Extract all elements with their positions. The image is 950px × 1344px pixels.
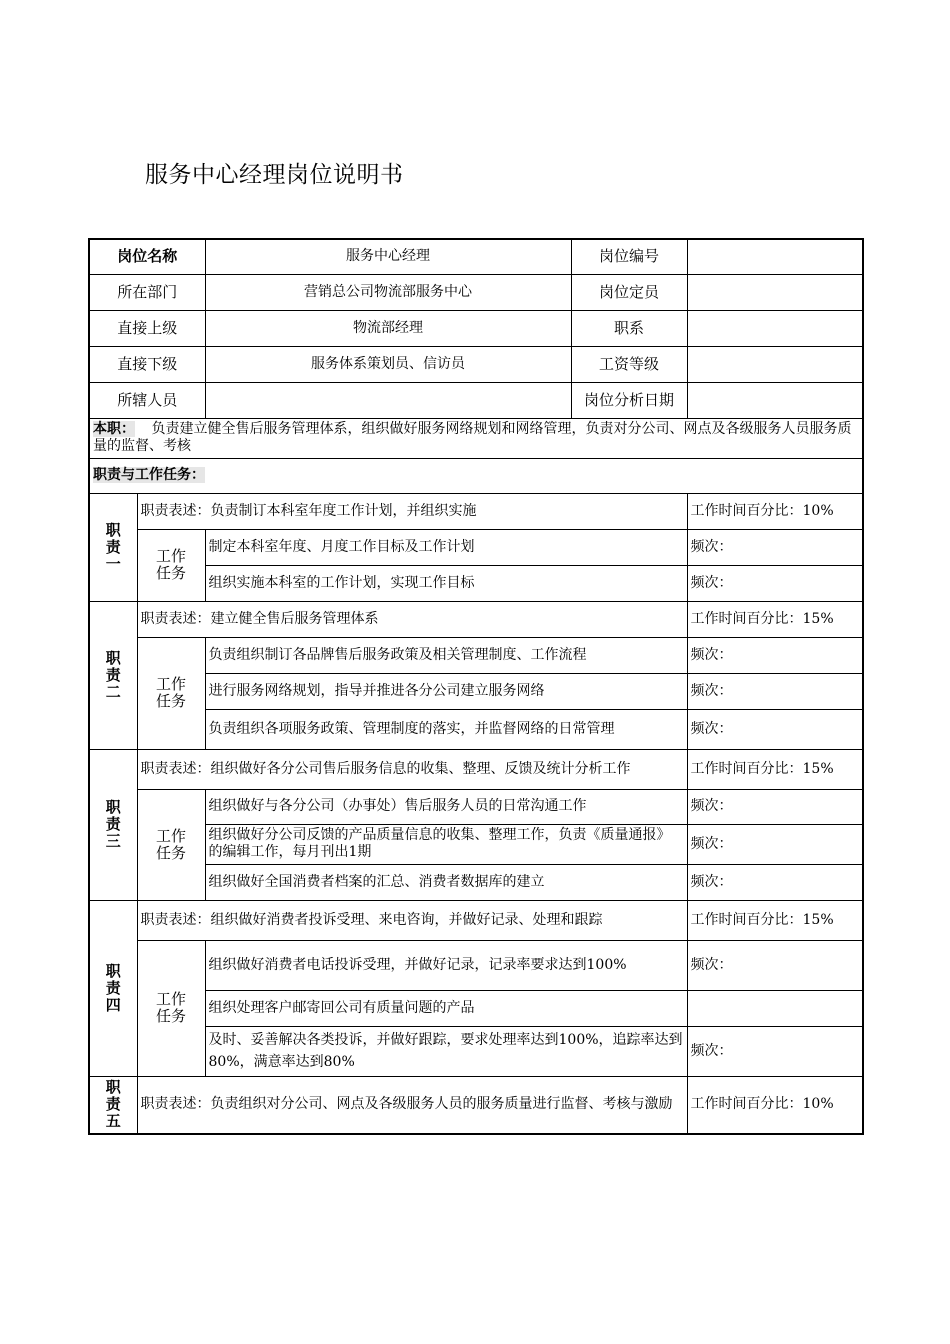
header-value: [687, 239, 863, 274]
page-title: 服务中心经理岗位说明书: [145, 162, 404, 188]
duty-label: 职 责 三: [89, 749, 137, 900]
header-value: 物流部经理: [205, 310, 571, 346]
task-row: [89, 673, 863, 709]
task-frequency: [687, 990, 863, 1026]
header-row: [89, 239, 863, 274]
task-text: 组织实施本科室的工作计划，实现工作目标: [205, 565, 687, 601]
task-text: 组织做好分公司反馈的产品质量信息的收集、整理工作，负责《质量通报》的编辑工作，每月刊出1期: [205, 824, 687, 864]
header-label: 直接下级: [89, 346, 205, 382]
header-row: [89, 346, 863, 382]
header-row: [89, 310, 863, 346]
task-label: 工作 任务: [137, 529, 205, 601]
task-label: 工作 任务: [137, 637, 205, 749]
header-label: 岗位分析日期: [571, 382, 687, 418]
duty-description: 职责表述：负责组织对分公司、网点及各级服务人员的服务质量进行监督、考核与激励: [137, 1076, 687, 1134]
header-value: 服务中心经理: [205, 239, 571, 274]
header-label: 岗位编号: [571, 239, 687, 274]
duty-description: 职责表述：建立健全售后服务管理体系: [137, 601, 687, 637]
duty-time-percent: 工作时间百分比：15%: [687, 601, 863, 637]
task-text: 进行服务网络规划，指导并推进各分公司建立服务网络: [205, 673, 687, 709]
task-frequency: 频次：: [687, 824, 863, 864]
duty-desc-row: [89, 749, 863, 789]
task-text: 负责组织各项服务政策、管理制度的落实，并监督网络的日常管理: [205, 709, 687, 749]
duty-desc-row: [89, 493, 863, 529]
header-value: [687, 274, 863, 310]
duty-label: 职 责 四: [89, 900, 137, 1076]
task-frequency: 频次：: [687, 789, 863, 824]
duty-time-percent: 工作时间百分比：15%: [687, 900, 863, 940]
duty-label: 职 责 五: [89, 1076, 137, 1134]
tasks-heading-row: [89, 458, 863, 493]
header-value: [687, 310, 863, 346]
duty-desc-row: [89, 1076, 863, 1134]
main-duty-cell: [89, 418, 863, 458]
task-row: [89, 864, 863, 900]
task-label: 工作 任务: [137, 940, 205, 1076]
header-value: 服务体系策划员、信访员: [205, 346, 571, 382]
duty-label: 职 责 一: [89, 493, 137, 601]
header-label: 职系: [571, 310, 687, 346]
task-row: [89, 789, 863, 824]
duty-description: 职责表述：负责制订本科室年度工作计划，并组织实施: [137, 493, 687, 529]
header-label: 所在部门: [89, 274, 205, 310]
task-text: 组织做好消费者电话投诉受理，并做好记录，记录率要求达到100%: [205, 940, 687, 990]
duty-desc-row: [89, 601, 863, 637]
header-label: 直接上级: [89, 310, 205, 346]
task-frequency: 频次：: [687, 864, 863, 900]
duty-desc-row: [89, 900, 863, 940]
task-frequency: 频次：: [687, 1026, 863, 1076]
duty-time-percent: 工作时间百分比：10%: [687, 493, 863, 529]
tasks-heading: 职责与工作任务：: [93, 467, 205, 483]
task-row: [89, 709, 863, 749]
header-label: 岗位名称: [89, 239, 205, 274]
header-label: 岗位定员: [571, 274, 687, 310]
task-row: [89, 1026, 863, 1076]
header-value: [205, 382, 571, 418]
main-duty-text: 负责建立健全售后服务管理体系，组织做好服务网络规划和网络管理，负责对分公司、网点及各级服务人员服务质量的监督、考核: [93, 421, 852, 454]
header-label: 工资等级: [571, 346, 687, 382]
duty-time-percent: 工作时间百分比：15%: [687, 749, 863, 789]
header-value: [687, 382, 863, 418]
task-row: [89, 990, 863, 1026]
task-text: 组织做好与各分公司（办事处）售后服务人员的日常沟通工作: [205, 789, 687, 824]
header-row: [89, 382, 863, 418]
task-text: 负责组织制订各品牌售后服务政策及相关管理制度、工作流程: [205, 637, 687, 673]
duty-time-percent: 工作时间百分比：10%: [687, 1076, 863, 1134]
task-frequency: 频次：: [687, 709, 863, 749]
task-frequency: 频次：: [687, 940, 863, 990]
task-text: 制定本科室年度、月度工作目标及工作计划: [205, 529, 687, 565]
job-description-table: [88, 238, 864, 1135]
header-value: 营销总公司物流部服务中心: [205, 274, 571, 310]
task-frequency: 频次：: [687, 673, 863, 709]
header-label: 所辖人员: [89, 382, 205, 418]
duty-description: 职责表述：组织做好各分公司售后服务信息的收集、整理、反馈及统计分析工作: [137, 749, 687, 789]
duty-label: 职 责 二: [89, 601, 137, 749]
task-frequency: 频次：: [687, 565, 863, 601]
task-row: [89, 824, 863, 864]
task-text: 组织处理客户邮寄回公司有质量问题的产品: [205, 990, 687, 1026]
task-row: [89, 940, 863, 990]
header-value: [687, 346, 863, 382]
task-text: 组织做好全国消费者档案的汇总、消费者数据库的建立: [205, 864, 687, 900]
main-duty-label: 本职：: [93, 421, 135, 437]
task-row: [89, 529, 863, 565]
task-row: [89, 637, 863, 673]
task-text: 及时、妥善解决各类投诉，并做好跟踪，要求处理率达到100%，追踪率达到80%，满意率达到80%: [205, 1026, 687, 1076]
tasks-heading-cell: [89, 458, 863, 493]
duty-description: 职责表述：组织做好消费者投诉受理、来电咨询，并做好记录、处理和跟踪: [137, 900, 687, 940]
task-frequency: 频次：: [687, 637, 863, 673]
task-label: 工作 任务: [137, 789, 205, 900]
task-frequency: 频次：: [687, 529, 863, 565]
main-duty-row: [89, 418, 863, 458]
header-row: [89, 274, 863, 310]
task-row: [89, 565, 863, 601]
